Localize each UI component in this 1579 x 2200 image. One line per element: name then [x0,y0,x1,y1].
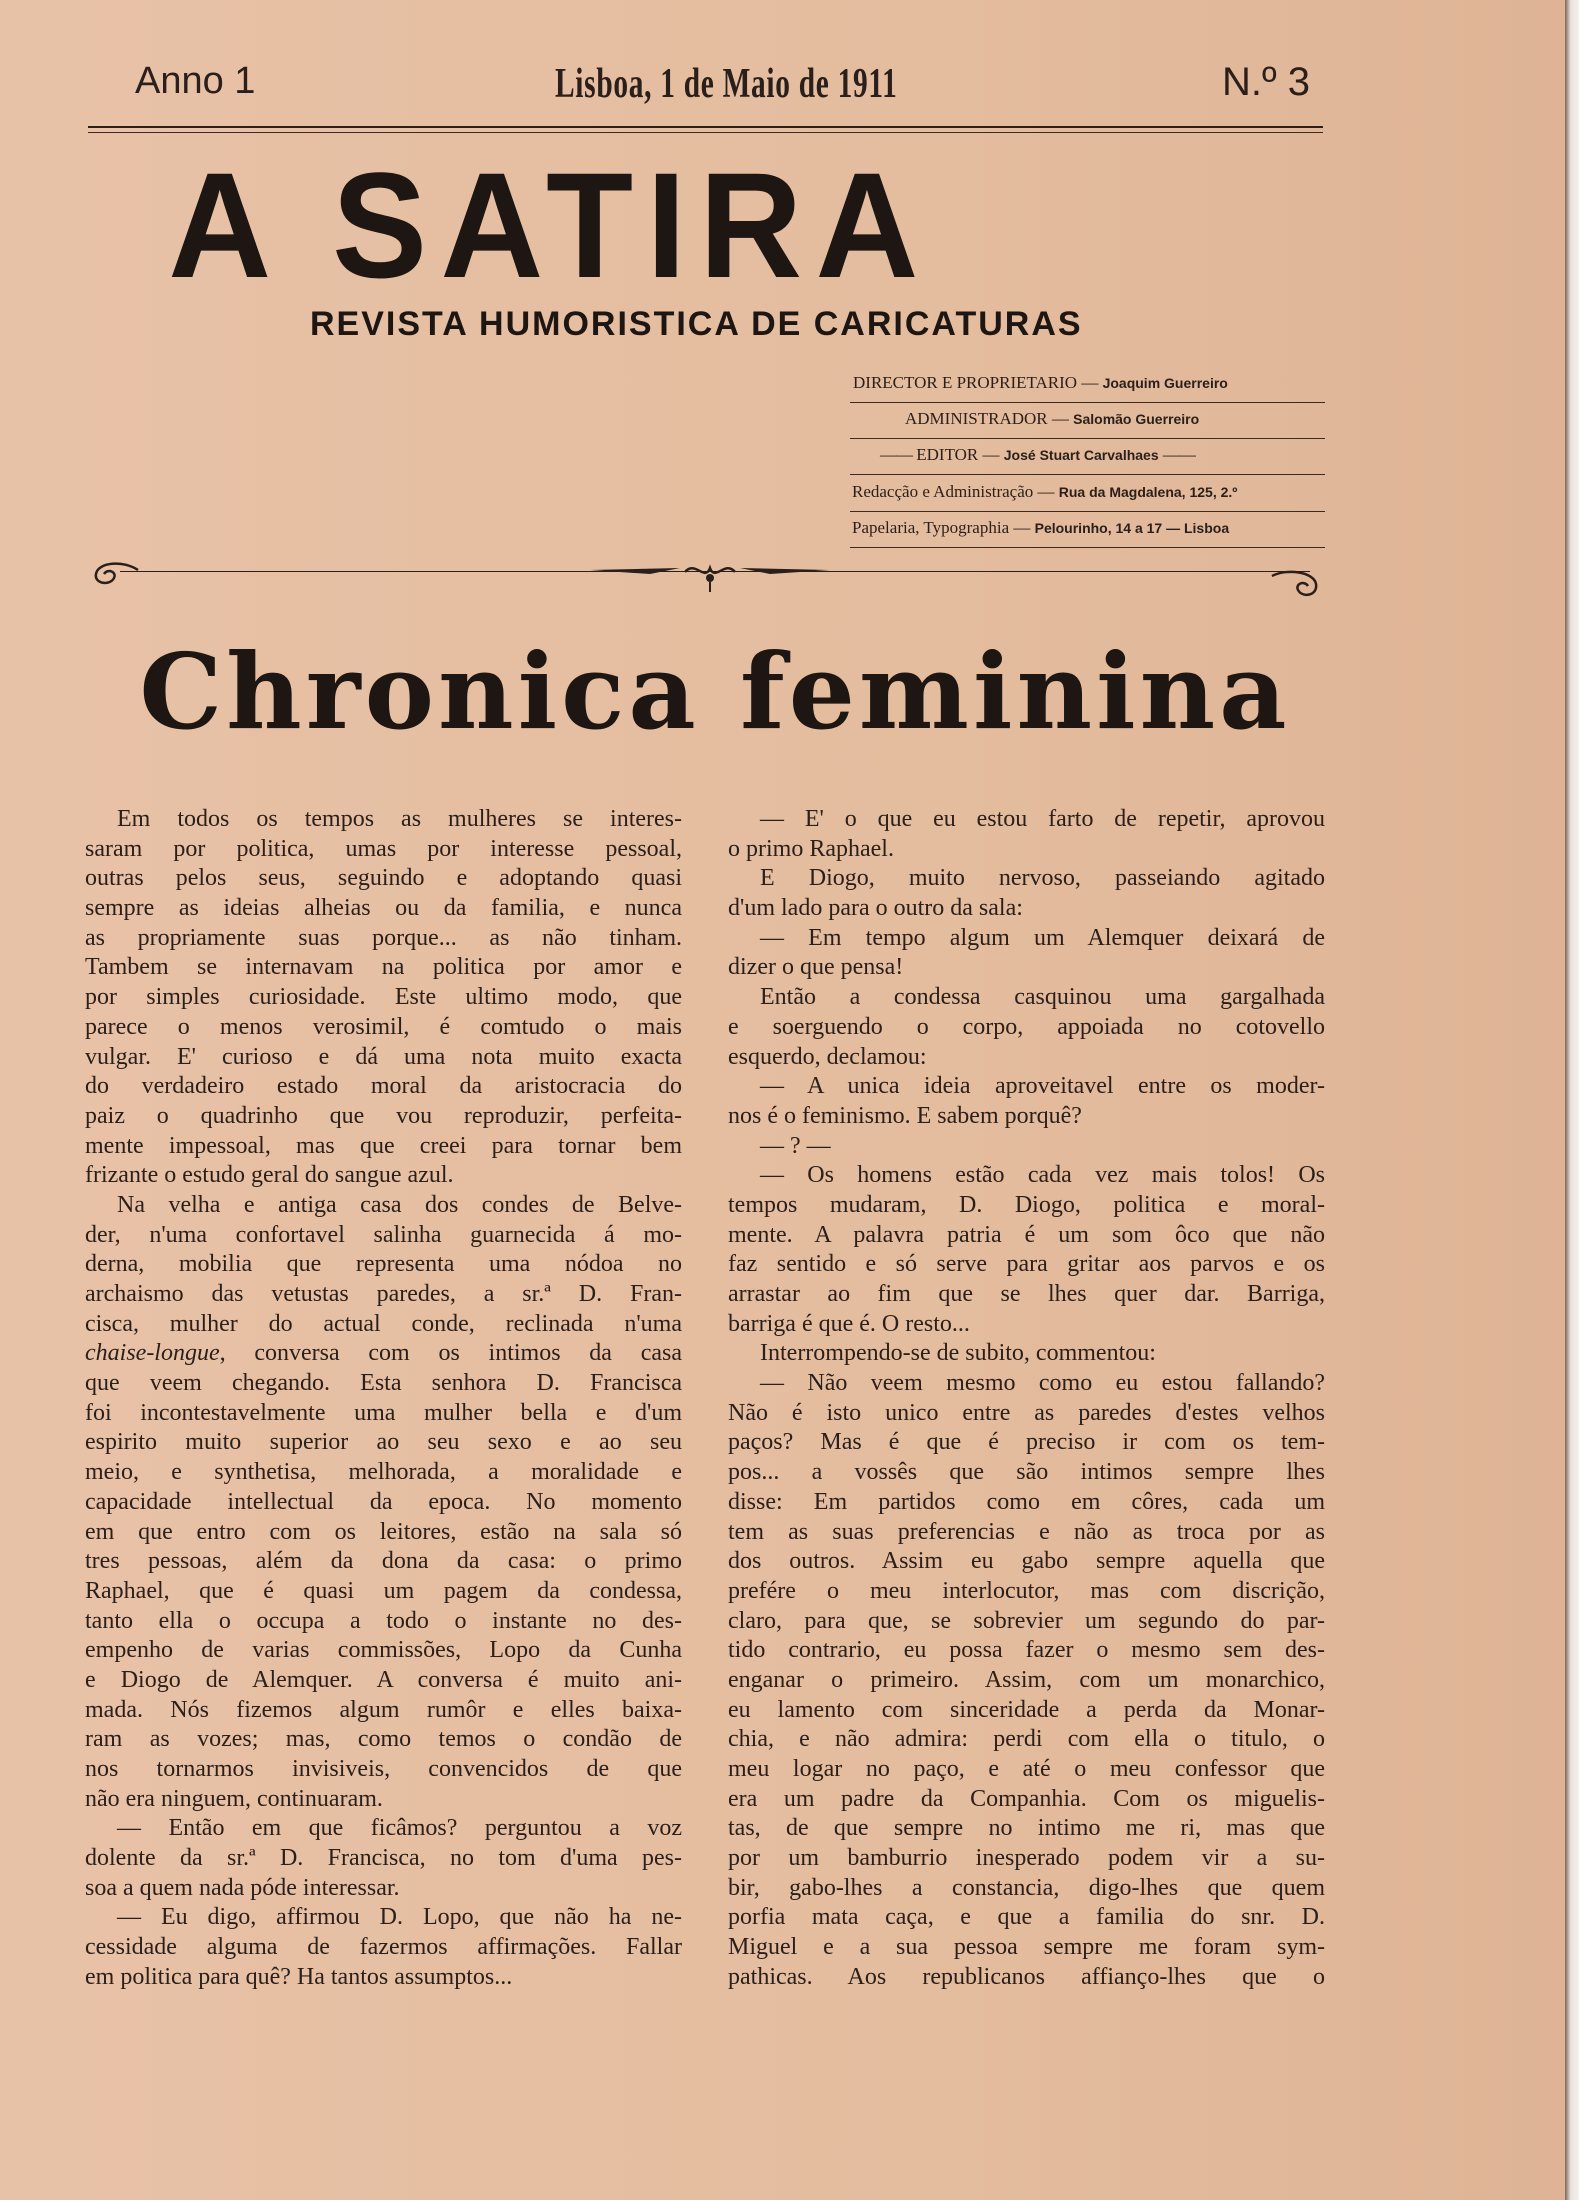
text-line: tres pessoas, além da dona da casa: o primo [85,1548,682,1575]
text-line: — E' o que eu estou farto de repetir, aprovou [760,806,1325,832]
text-line: paiz o quadrinho que vou reproduzir, perfeita- [85,1102,682,1129]
text-line: E Diogo, muito nervoso, passeiando agitado [760,865,1325,892]
text-line: parece o menos verosimil, é comtudo o mais [85,1013,682,1040]
text-line: as propriamente suas porque... as não tinham. [85,924,682,951]
staff-role: ADMINISTRADOR — [905,409,1069,428]
text-line: barriga é que é. O resto... [728,1310,970,1337]
header-rule-thin [88,132,1323,133]
staff-divider [850,438,1325,439]
text-line: o primo Raphael. [728,835,894,862]
text-line: disse: Em partidos como em côres, cada um [728,1488,1325,1515]
article-heading: Chronica feminina [139,630,1291,753]
text-line: der, n'uma confortavel salinha guarnecida á mo- [85,1221,682,1248]
text-line: empenho de varias commissões, Lopo da Cunha [85,1637,682,1664]
staff-name: José Stuart Carvalhaes [1003,447,1159,463]
text-line: cisca, mulher do actual conde, reclinada n'uma [85,1310,682,1337]
staff-divider [850,402,1325,403]
text-line: meio, e synthetisa, melhorada, a moralidade e [85,1459,682,1486]
text-line: — Então em que ficâmos? perguntou a voz [117,1815,682,1842]
text-line: Então a condessa casquinou uma gargalhada [760,984,1325,1011]
staff-name: Joaquim Guerreiro [1102,375,1228,391]
text-line: Miguel e a sua pessoa sempre me foram sym- [728,1934,1325,1961]
text-line: do verdadeiro estado moral da aristocracia do [85,1073,682,1100]
text-line: esquerdo, declamou: [728,1043,927,1070]
staff-printing [852,518,1332,538]
text-line: e soerguendo o corpo, appoiada no cotovello [728,1013,1325,1040]
text-line: tem as suas preferencias e não as troca por as [728,1518,1325,1545]
text-line: ram as vozes; mas, como temos o condão de [85,1726,682,1753]
staff-name: Salomão Guerreiro [1073,411,1200,427]
staff-administrator [905,409,1385,429]
text-line: mente impessoal, mas que creei para tornar bem [85,1132,682,1159]
text-line: claro, para que, se sobrevier um segundo do par- [728,1607,1325,1634]
text-line: Em todos os tempos as mulheres se interes- [117,806,682,832]
text-line: paços? Mas é que é preciso ir com os tem- [728,1429,1325,1456]
text-line: foi incontestavelmente uma mulher bella e d'um [85,1399,682,1426]
text-line: vulgar. E' curioso e dá uma nota muito exacta [85,1043,682,1070]
text-line: mada. Nós fizemos algum rumôr e elles baixa- [85,1696,682,1723]
left-flourish-icon [88,556,148,590]
text-line: dolente da sr.ª D. Francisca, no tom d'uma pes- [85,1845,682,1872]
text-line: bir, gabo-lhes a constancia, digo-lhes que quem [728,1874,1325,1901]
text-line: meu logar no paço, e até o meu confessor que [728,1756,1325,1782]
text-line: por simples curiosidade. Este ultimo modo, que [85,984,682,1011]
masthead-subtitle: REVISTA HUMORISTICA DE CARICATURAS [310,305,1083,343]
article-column-left [85,805,682,1993]
text-line: cessidade alguma de fazermos affirmações. Fallar [85,1934,682,1961]
text-line: dizer o que pensa! [728,954,904,981]
text-line: capacidade intellectual da epoca. No momento [85,1488,682,1515]
text-line: sempre as ideias alheias ou da familia, e nunca [85,895,682,922]
text-line: faz sentido e só serve para gritar aos parvos e os [728,1251,1325,1278]
staff-divider [850,511,1325,512]
text-line: não era ninguem, continuaram. [85,1785,383,1812]
text-line: Na velha e antiga casa dos condes de Belve- [117,1191,682,1218]
text-line: — ? — [760,1132,831,1159]
text-line: Interrompendo-se de subito, commentou: [760,1340,1156,1367]
staff-divider [850,474,1325,475]
decorative-dashes: —— [1162,445,1195,464]
text-line: saram por politica, umas por interesse pessoal, [85,835,682,862]
text-line: derna, mobilia que representa uma nódoa no [85,1251,682,1278]
page-edge [1565,0,1579,2200]
text-line: chaise-longue, conversa com os intimos da casa [85,1340,682,1367]
text-line: pathicas. Aos republicanos affianço-lhes que o [728,1963,1325,1990]
header-line [85,60,1330,110]
right-flourish-icon [1262,568,1326,602]
header-rule [88,126,1323,128]
text-line: d'um lado para o outro da sala: [728,895,1023,922]
staff-role: DIRECTOR E PROPRIETARIO — [853,373,1099,392]
staff-name: Rua da Magdalena, 125, 2.º [1058,484,1238,500]
text-line: e Diogo de Alemquer. A conversa é muito ani- [85,1666,682,1693]
article-column-right [728,805,1325,1993]
issue-date: Lisboa, 1 de Maio de 1911 [555,61,898,107]
text-line: mente. A palavra patria é um som ôco que não [728,1221,1325,1248]
text-line: porfia mata caça, e que a familia do snr. D. [728,1904,1325,1931]
staff-role: Redacção e Administração — [852,482,1055,501]
center-ornament-icon [590,558,830,594]
text-line: eu lamento com sinceridade a perda da Monar- [728,1696,1325,1723]
masthead-title: A SATIRA [168,141,932,309]
text-line: enganar o primeiro. Assim, com um monarchico, [728,1666,1325,1693]
text-line: — Eu digo, affirmou D. Lopo, que não ha ne- [117,1904,682,1931]
text-line: — Em tempo algum um Alemquer deixará de [760,924,1325,951]
staff-role: Papelaria, Typographia — [852,518,1031,537]
text-line: espirito muito superior ao seu sexo e ao seu [85,1429,682,1456]
text-line: frizante o estudo geral do sangue azul. [85,1162,454,1189]
text-line: tempos mudaram, D. Diogo, politica e moral- [728,1191,1325,1218]
text-line: nos tornarmos invisiveis, convencidos de que [85,1756,682,1782]
text-line: nos é o feminismo. E sabem porquê? [728,1102,1082,1129]
text-line: era um padre da Companhia. Com os miguelis- [728,1785,1325,1812]
text-line: — Não veem mesmo como eu estou fallando? [760,1370,1325,1397]
text-line: em que entro com os leitores, estão na sala só [85,1518,682,1545]
text-line: soa a quem nada póde interessar. [85,1874,400,1901]
text-line: que veem chegando. Esta senhora D. Francisca [85,1370,682,1397]
text-line: tido contrario, eu possa fazer o mesmo sem des- [728,1637,1325,1664]
text-line: Raphael, que é quasi um pagem da condessa, [85,1577,682,1604]
staff-director [853,373,1333,393]
text-line: Não é isto unico entre as paredes d'estes velhos [728,1399,1325,1426]
text-line: arrastar ao fim que se lhes quer dar. Barriga, [728,1281,1325,1307]
text-line: Tambem se internavam na politica por amor e [85,954,682,981]
issue-number: N.º 3 [1222,60,1310,104]
staff-name: Pelourinho, 14 a 17 — Lisboa [1034,520,1230,536]
text-line: pos... a vossês que são intimos sempre lhes [728,1459,1325,1486]
text-line: — A unica ideia aproveitavel entre os moder- [760,1073,1325,1100]
text-line: dos outros. Assim eu gabo sempre aquella que [728,1548,1325,1575]
issue-year: Anno 1 [135,60,256,102]
text-line: em politica para quê? Ha tantos assumptos... [85,1963,513,1990]
decorative-dashes: —— [880,445,912,464]
text-line: por um bamburrio inesperado podem vir a su- [728,1845,1325,1872]
staff-role: EDITOR — [916,445,1000,464]
text-line: prefére o meu interlocutor, mas com discrição, [728,1577,1325,1604]
staff-address [852,482,1332,502]
staff-editor [880,445,1360,465]
text-line: chia, e não admira: perdi com ella o titulo, o [728,1726,1325,1753]
text-line: outras pelos seus, seguindo e adoptando quasi [85,865,682,892]
text-line: tas, de que sempre no intimo me ri, mas que [728,1815,1325,1842]
text-line: — Os homens estão cada vez mais tolos! Os [760,1162,1325,1189]
staff-divider [850,547,1325,548]
text-line: archaismo das vetustas paredes, a sr.ª D. Fran- [85,1281,682,1307]
text-line: tanto ella o occupa a todo o instante no des- [85,1607,682,1634]
